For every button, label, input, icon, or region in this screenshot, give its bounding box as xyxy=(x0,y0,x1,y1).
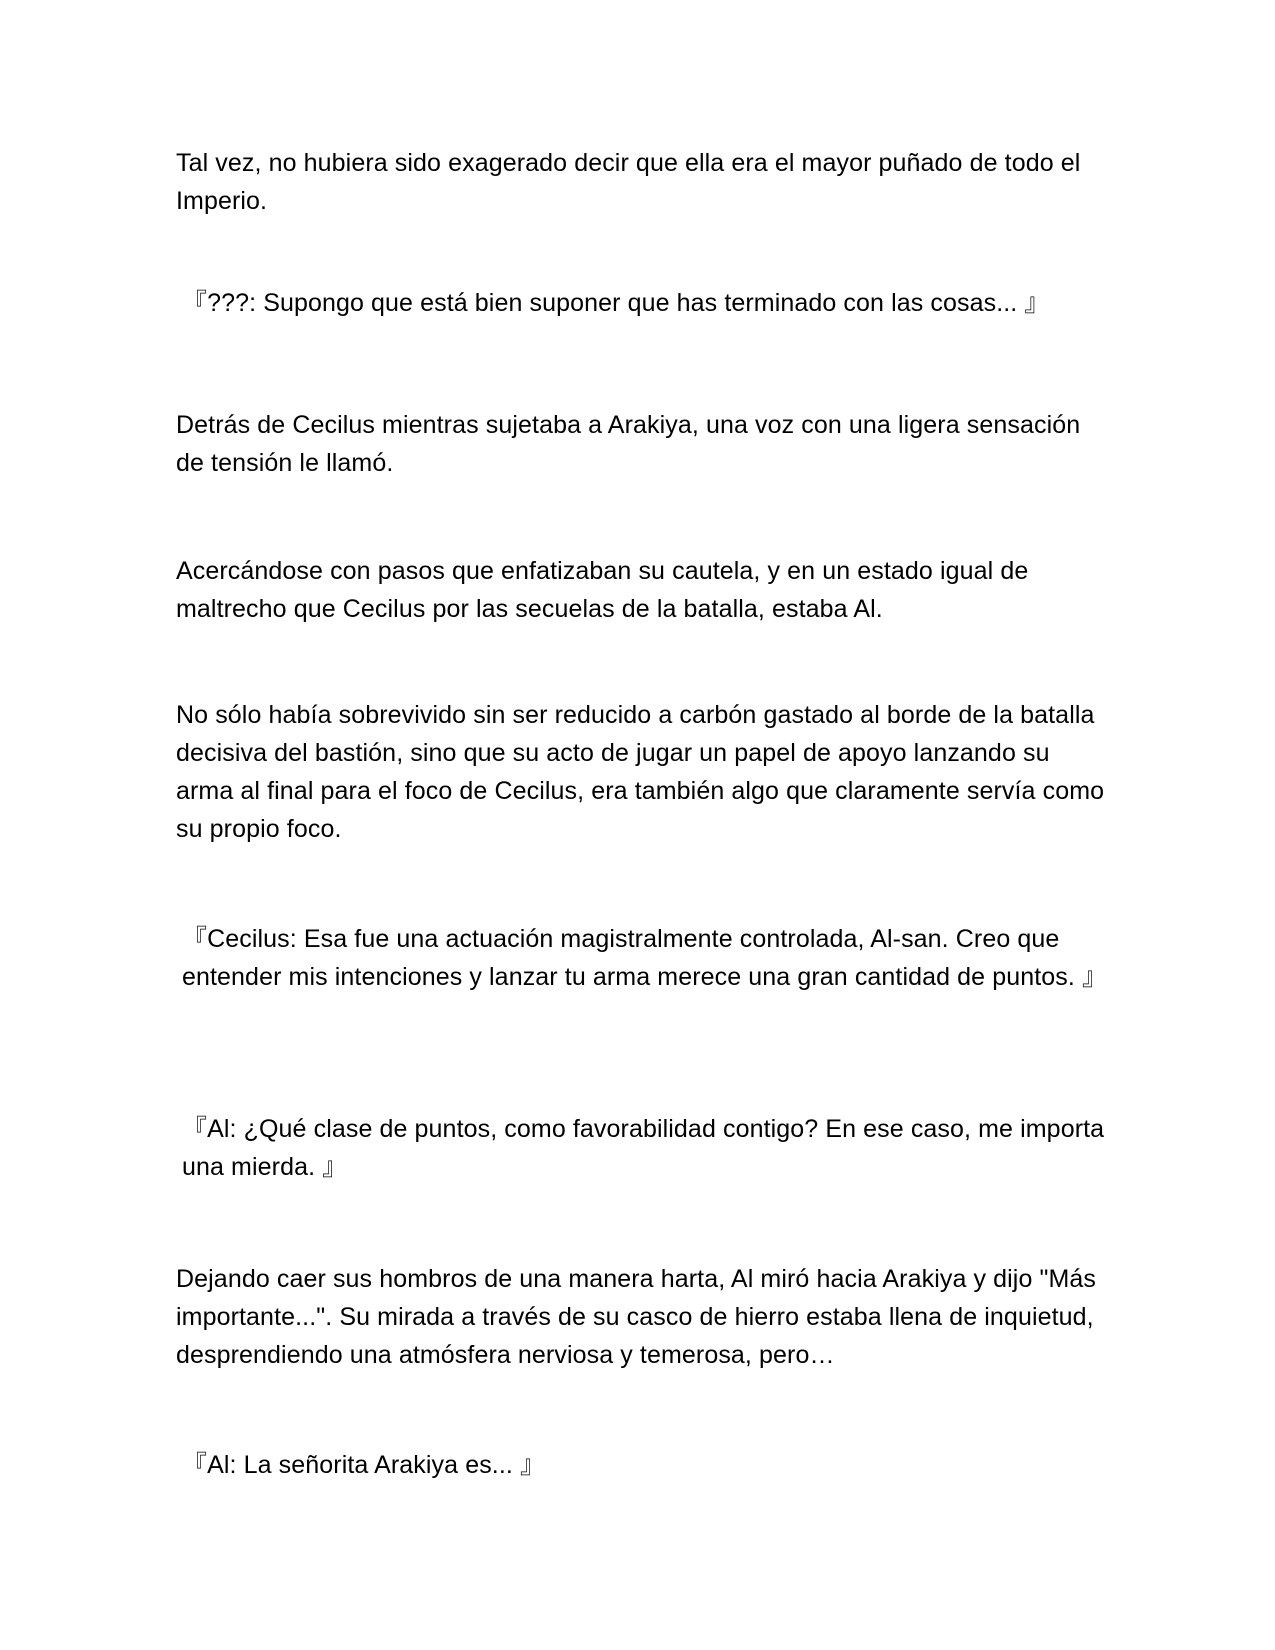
paragraph-narration: Tal vez, no hubiera sido exagerado decir que ella era el mayor puñado de todo el Imperio. xyxy=(176,149,1081,215)
paragraph-narration: No sólo había sobrevivido sin ser reducido a carbón gastado al borde de la batalla decisiva del bastión, sino que su acto de jugar un papel de apoyo lanzando su arma al final para el foco de Cecilus, era también algo que claramente servía como su propio foco. xyxy=(176,701,1105,843)
paragraph-dialogue: 『Al: La señorita Arakiya es... 』 xyxy=(182,1451,546,1479)
paragraph-dialogue: 『???: Supongo que está bien suponer que has terminado con las cosas... 』 xyxy=(182,289,1050,317)
paragraph-narration: Detrás de Cecilus mientras sujetaba a Arakiya, una voz con una ligera sensación de tensión le llamó. xyxy=(176,411,1081,477)
paragraph-narration: Acercándose con pasos que enfatizaban su cautela, y en un estado igual de maltrecho que Cecilus por las secuelas de la batalla, estaba Al. xyxy=(176,557,1029,623)
paragraph-dialogue: 『Cecilus: Esa fue una actuación magistralmente controlada, Al-san. Creo que entender mis intenciones y lanzar tu arma merece una gran cantidad de puntos. 』 xyxy=(182,925,1108,991)
paragraph-narration: Dejando caer sus hombros de una manera harta, Al miró hacia Arakiya y dijo "Más importante...". Su mirada a través de su casco de hierro estaba llena de inquietud, desprendiendo una atmósfera nerviosa y temerosa, pero… xyxy=(176,1265,1097,1369)
paragraph-dialogue: 『Al: ¿Qué clase de puntos, como favorabilidad contigo? En ese caso, me importa una mierda. 』 xyxy=(182,1115,1105,1181)
